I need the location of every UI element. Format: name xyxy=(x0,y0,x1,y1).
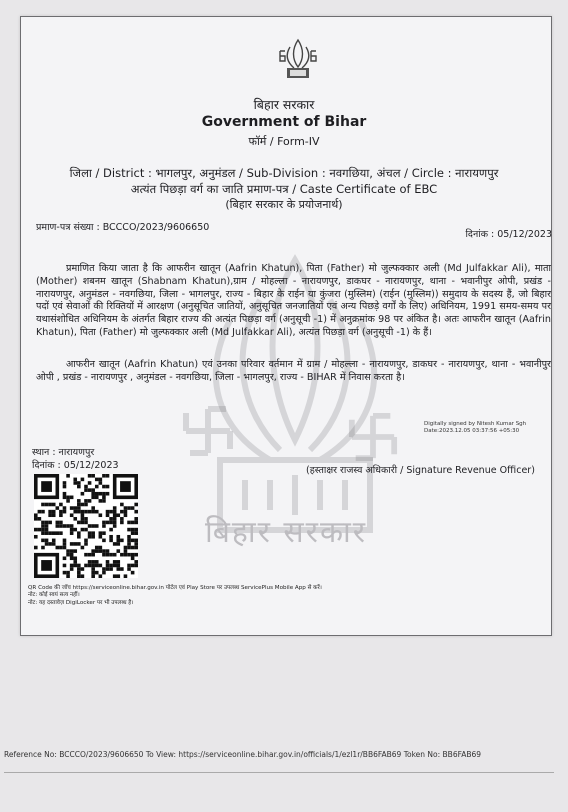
qr-note-line-2: नोट: कोई स्वयं सत्य नहीं। xyxy=(28,592,80,599)
certificate-title: अत्यंत पिछड़ा वर्ग का जाति प्रमाण-पत्र / Caste Certificate of EBC xyxy=(130,182,438,196)
footer-divider xyxy=(4,772,554,773)
certificate-number: प्रमाण-पत्र संख्या : BCCCO/2023/9606650 xyxy=(36,222,210,233)
location-line: जिला / District : भागलपुर, अनुमंडल / Sub-Division : नवगछिया, अंचल / Circle : नारायणपुर xyxy=(69,166,499,180)
place-label: स्थान : नारायणपुर xyxy=(32,447,95,458)
body-paragraph-2: आफरीन खातून (Aafrin Khatun) एवं उनका परिवार वर्तमान में ग्राम / मोहल्ला - नारायणपुर, डाकघर - नारायणपुर, थाना - भवानीपुर ओपी , प्रखंड - नारायणपुर , अनुमंडल - नवगछिया, जिला - भागलपुर, राज्य - BIHAR में निवास करता है। xyxy=(36,359,551,383)
form-number: फॉर्म / Form-IV xyxy=(248,135,320,148)
digital-signature-date: Date:2023.12.05 03:37:56 +05:30 xyxy=(424,428,520,434)
header-hindi-title: बिहार सरकार xyxy=(253,97,315,112)
watermark-text: बिहार सरकार xyxy=(205,515,368,550)
purpose-line: (बिहार सरकार के प्रयोजनार्थ) xyxy=(225,198,343,211)
officer-signature-label: (हस्ताक्षर राजस्व अधिकारी / Signature Revenue Officer) xyxy=(306,465,535,476)
qr-note-line-3: नोट: यह दस्तावेज़ DigiLocker पर भी उपलब्ध है। xyxy=(28,599,134,606)
swastik-left-icon xyxy=(182,405,234,457)
digital-signature xyxy=(424,421,526,435)
header-english-title: Government of Bihar xyxy=(201,114,367,130)
issue-date: दिनांक : 05/12/2023 xyxy=(465,229,552,240)
swastik-right-icon xyxy=(348,412,398,462)
bihar-emblem-icon xyxy=(276,37,320,83)
qr-code xyxy=(34,474,138,578)
footer-reference: Reference No: BCCCO/2023/9606650 To View: https://serviceonline.bihar.gov.in/officials/1/ezl1r/BB6FAB69 Token No: BB6FAB69 xyxy=(4,750,482,759)
qr-note-line-1: QR Code की जाँच https://serviceonline.bihar.gov.in पोर्टल एवं Play Store पर उपलब्ध ServicePlus Mobile App से करें। xyxy=(28,585,322,591)
qr-note xyxy=(28,585,448,607)
date-label: दिनांक : 05/12/2023 xyxy=(32,460,119,471)
digital-signature-name: Digitally signed by Nitesh Kumar Sgh xyxy=(424,421,527,427)
body-paragraph-1: प्रमाणित किया जाता है कि आफरीन खातून (Aafrin Khatun), पिता (Father) मो जुल्फक्कार अली (Md Julfakkar Ali), माता (Mother) शबनम खातून (Shabnam Khatun),ग्राम / मोहल्ला - नारायणपुर, डाकघर - नारायणपुर, थाना - भवानीपुर ओपी, प्रखंड - नारायणपुर, अनुमंडल - नवगछिया, जिला - भागलपुर, राज्य - बिहार के राईन या कुंजरा (मुस्लिम) (राईन (मुस्लिम)) समुदाय के सदस्य हैं, जो बिहार पदों एवं सेवाओं की रिक्तियों में आरक्षण (अनुसूचित जातियों, अनुसूचित जनजातियों एवं अन्य पिछड़े वर्गों के लिए) अधिनियम, 1991 समय-समय पर यथासंशोधित अधिनियम के अंतर्गत बिहार राज्य की अत्यंत पिछड़ा वर्ग (अनुसूची -1) में अनुक्रमांक 98 पर अंकित है। अतः आफरीन खातून (Aafrin Khatun), पिता (Father) मो जुल्फक्कार अली (Md Julfakkar Ali), अत्यंत पिछड़ा वर्ग (अनुसूची -1) के हैं। xyxy=(36,263,551,338)
